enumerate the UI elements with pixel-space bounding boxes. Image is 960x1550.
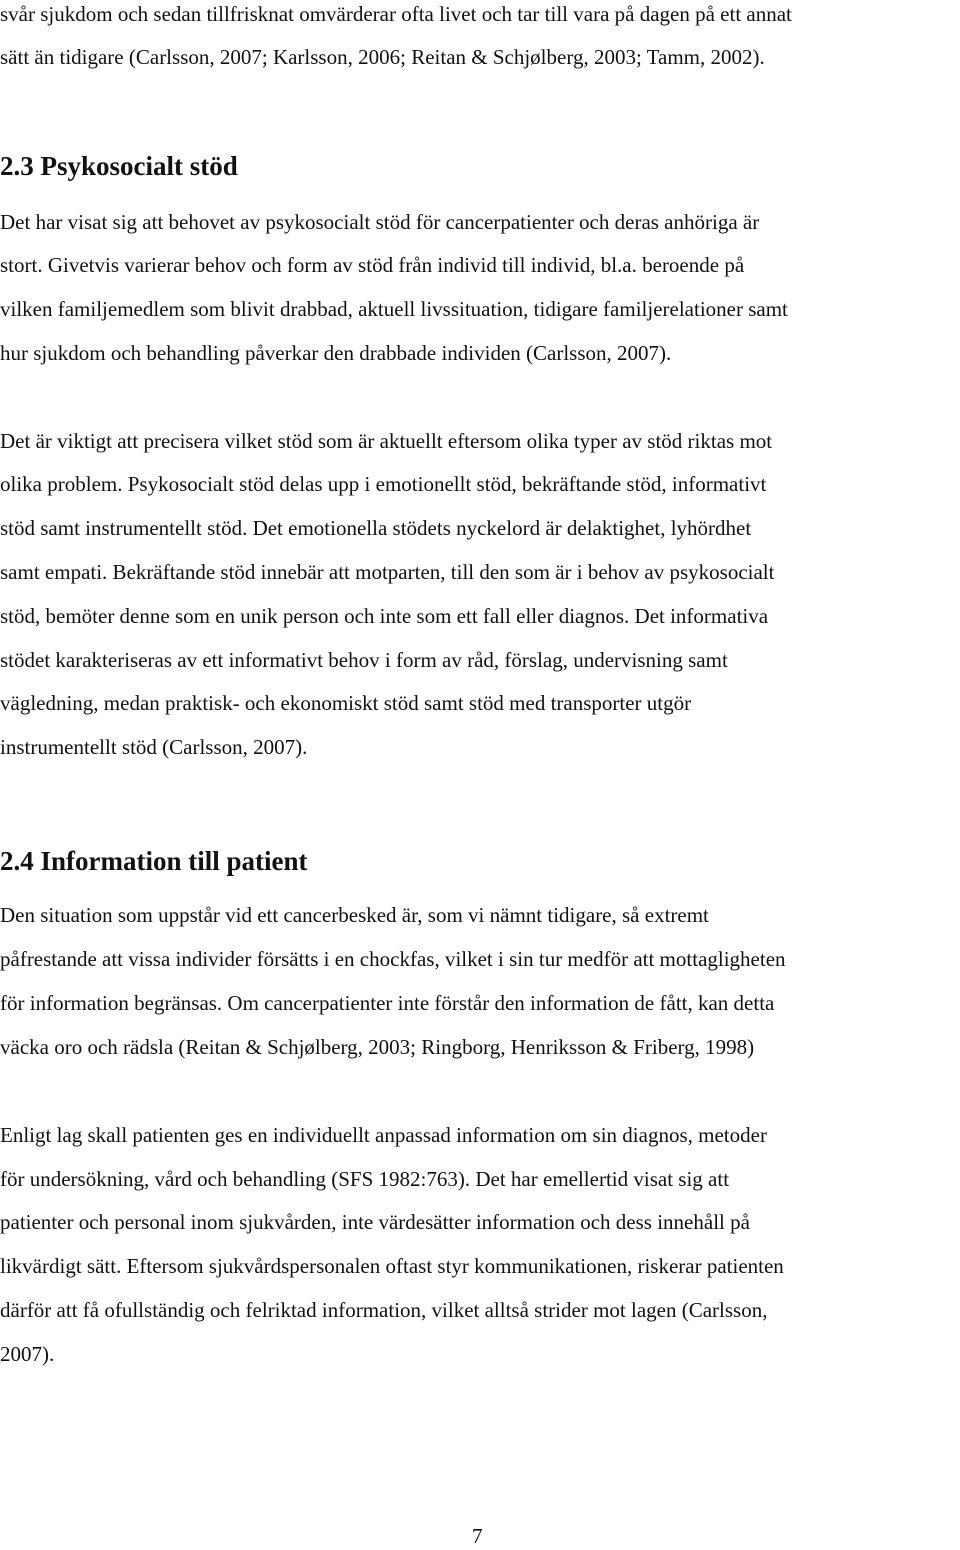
page-number: 7 bbox=[472, 1524, 483, 1548]
text-line: olika problem. Psykosocialt stöd delas upp i emotionellt stöd, bekräftande stöd, informativt bbox=[0, 472, 767, 496]
text-line: sätt än tidigare (Carlsson, 2007; Karlsson, 2006; Reitan & Schjølberg, 2003; Tamm, 2002). bbox=[0, 45, 765, 69]
text-line: Det är viktigt att precisera vilket stöd som är aktuellt eftersom olika typer av stöd riktas mot bbox=[0, 429, 773, 453]
text-line: samt empati. Bekräftande stöd innebär att motparten, till den som är i behov av psykosocialt bbox=[0, 560, 775, 584]
text-line: Det har visat sig att behovet av psykosocialt stöd för cancerpatienter och deras anhöriga är bbox=[0, 210, 760, 234]
text-line: 2007). bbox=[0, 1342, 55, 1366]
text-line: Den situation som uppstår vid ett cancerbesked är, som vi nämnt tidigare, så extremt bbox=[0, 903, 709, 927]
text-line: stöd, bemöter denne som en unik person och inte som ett fall eller diagnos. Det informativa bbox=[0, 604, 769, 628]
text-line: vilken familjemedlem som blivit drabbad, aktuell livssituation, tidigare familjerelationer samt bbox=[0, 297, 788, 321]
text-line: patienter och personal inom sjukvården, inte värdesätter information och dess innehåll på bbox=[0, 1210, 750, 1234]
text-line: Enligt lag skall patienten ges en individuellt anpassad information om sin diagnos, metoder bbox=[0, 1123, 767, 1147]
text-line: hur sjukdom och behandling påverkar den drabbade individen (Carlsson, 2007). bbox=[0, 341, 672, 365]
section-heading-2-4: 2.4 Information till patient bbox=[0, 846, 308, 876]
text-line: därför att få ofullständig och felriktad information, vilket alltså strider mot lagen (Carlsson, bbox=[0, 1298, 768, 1322]
text-line: stödet karakteriseras av ett informativt behov i form av råd, förslag, undervisning samt bbox=[0, 648, 728, 672]
text-line: stöd samt instrumentellt stöd. Det emotionella stödets nyckelord är delaktighet, lyhördhet bbox=[0, 516, 752, 540]
text-line: vägledning, medan praktisk- och ekonomiskt stöd samt stöd med transporter utgör bbox=[0, 691, 692, 715]
text-line: påfrestande att vissa individer försätts i en chockfas, vilket i sin tur medför att mottagligheten bbox=[0, 947, 786, 971]
text-line: stort. Givetvis varierar behov och form av stöd från individ till individ, bl.a. beroende på bbox=[0, 253, 745, 277]
text-line: väcka oro och rädsla (Reitan & Schjølberg, 2003; Ringborg, Henriksson & Friberg, 1998) bbox=[0, 1035, 755, 1059]
text-line: svår sjukdom och sedan tillfrisknat omvärderar ofta livet och tar till vara på dagen på ett annat bbox=[0, 2, 792, 26]
text-line: för undersökning, vård och behandling (SFS 1982:763). Det har emellertid visat sig att bbox=[0, 1167, 730, 1191]
section-heading-2-3: 2.3 Psykosocialt stöd bbox=[0, 151, 238, 181]
text-line: likvärdigt sätt. Eftersom sjukvårdspersonalen oftast styr kommunikationen, riskerar patienten bbox=[0, 1254, 784, 1278]
text-line: instrumentellt stöd (Carlsson, 2007). bbox=[0, 735, 308, 759]
text-line: för information begränsas. Om cancerpatienter inte förstår den information de fått, kan detta bbox=[0, 991, 775, 1015]
